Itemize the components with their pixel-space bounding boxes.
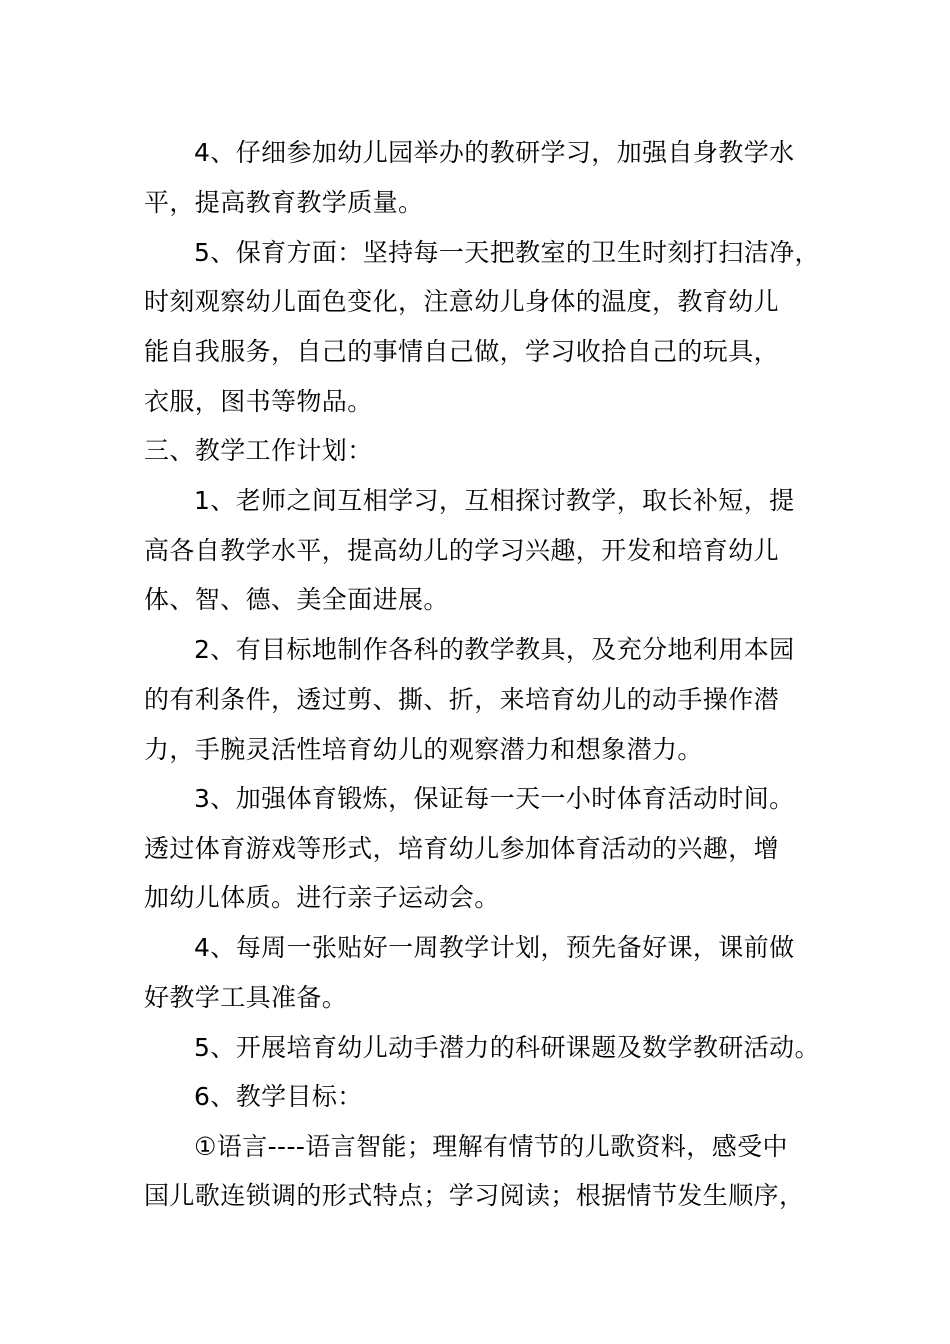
text-line: 2、有目标地制作各科的教学教具，及充分地利用本园 [194, 635, 795, 664]
text-line: 5、保育方面：坚持每一天把教室的卫生时刻打扫洁净， [194, 238, 820, 267]
section-heading: 三、教学工作计划： [144, 436, 373, 465]
text-line: 时刻观察幼儿面色变化，注意幼儿身体的温度，教育幼儿 [144, 287, 780, 316]
text-line: 国儿歌连锁调的形式特点；学习阅读；根据情节发生顺序， [144, 1181, 805, 1210]
text-line: 3、加强体育锻炼，保证每一天一小时体育活动时间。 [194, 784, 795, 813]
text-line: 1、老师之间互相学习，互相探讨教学，取长补短，提 [194, 486, 795, 515]
text-line: 力，手腕灵活性培育幼儿的观察潜力和想象潜力。 [144, 735, 703, 764]
text-line: 的有利条件，透过剪、撕、折，来培育幼儿的动手操作潜 [144, 685, 780, 714]
text-line: 透过体育游戏等形式，培育幼儿参加体育活动的兴趣，增 [144, 834, 780, 863]
text-line: 高各自教学水平，提高幼儿的学习兴趣，开发和培育幼儿 [144, 536, 780, 565]
text-line: 体、智、德、美全面进展。 [144, 585, 449, 614]
text-line: 平，提高教育教学质量。 [144, 188, 424, 217]
text-line: ①语言----语言智能；理解有情节的儿歌资料，感受中 [194, 1132, 788, 1161]
text-line: 4、仔细参加幼儿园举办的教研学习，加强自身教学水 [194, 138, 795, 167]
text-line: 4、每周一张贴好一周教学计划，预先备好课，课前做 [194, 933, 795, 962]
text-line: 6、教学目标： [194, 1082, 363, 1111]
text-line: 加幼儿体质。进行亲子运动会。 [144, 883, 500, 912]
text-line: 衣服，图书等物品。 [144, 387, 373, 416]
text-line: 5、开展培育幼儿动手潜力的科研课题及数学教研活动。 [194, 1033, 820, 1062]
text-line: 好教学工具准备。 [144, 983, 348, 1012]
text-line: 能自我服务，自己的事情自己做，学习收拾自己的玩具， [144, 337, 780, 366]
